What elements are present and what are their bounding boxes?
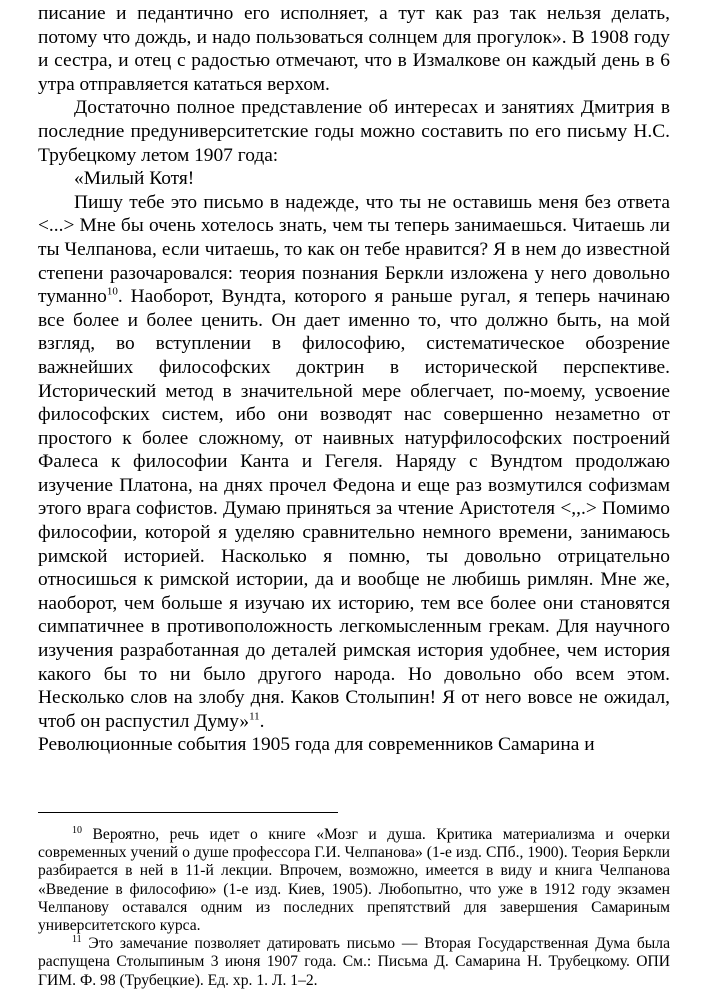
footnote-divider: [38, 812, 338, 813]
footnote-ref-10[interactable]: 10: [106, 285, 118, 298]
footnote-ref-11[interactable]: 11: [249, 710, 260, 723]
footnote-mark-11: 11: [72, 934, 82, 946]
footnotes: [38, 826, 670, 990]
paragraph-continuation: писание и педантично его исполняет, а тут как раз так нельзя делать, потому что дождь, и надо пользоваться солнцем для прогулок». В 1908 году и сестра, и отец с радостью отмечают, что в Измалкове он каждый день в 6 утра отправляется кататься верхом.: [38, 3, 670, 95]
paragraph-next: Революционные события 1905 года для современников Самарина и: [38, 734, 595, 756]
letter-text-part-2: . Наоборот, Вундта, которого я раньше ругал, я теперь начинаю все более и более ценить. Он дает именно то, что должно быть, на мой взгляд, во вступлении в философию, систематическое обозрение важнейших философских доктрин в исторической перспективе. Исторический метод в значительной мере облегчает, по-моему, усвоение философских систем, ибо они возводят нас совершенно незаметно от простого к более сложному, от наивных натурфилософских построений Фалеса к философии Канта и Гегеля. Наряду с Вундтом продолжаю изучение Платона, на днях прочел Федона и еще раз возмутился софизмам этого врага софистов. Думаю приняться за чтение Аристотеля <,,.> Помимо философии, которой я уделяю сравнительно немного времени, занимаюсь римской историей. Насколько я помню, ты довольно отрицательно относишься к римской истории, да и вообще не любишь римлян. Мне же, наоборот, чем больше я изучаю их историю, тем все более они становятся симпатичнее в противоположность легкомысленным грекам. Для научного изучения разработанная до деталей римская история удобнее, чем история какого бы то ни было другого народа. Но довольно обо всем этом. Несколько слов на злобу дня. Каков Столыпин! Я от него вовсе не ожидал, чтоб он распустил Думу»: [38, 286, 670, 732]
footnote-10-text: Вероятно, речь идет о книге «Мозг и душа. Критика материализма и очерки современных учений о душе профессора Г.И. Челпанова» (1-е изд. СПб., 1900). Теория Беркли разбирается в ней в 11-й лекции. Впрочем, возможно, имеется в виду и книга Челпанова «Введение в философию» (1-е изд. Киев, 1905). Любопытно, что уже в 1912 году экзамен Челпанову оставался одним из последних препятствий для завершения Самариным университетского курса.: [38, 826, 670, 935]
letter-text-part-1: Пишу тебе это письмо в надежде, что ты не оставишь меня без ответа <...> Мне бы очень хотелось знать, чем ты теперь занимаешься. Читаешь ли ты Челпанова, если читаешь, то как он тебе нравится? Я в нем до известной степени разочаровался: теория познания Беркли изложена у него довольно туманно: [38, 191, 670, 308]
page-body: [38, 0, 670, 757]
footnote-11: [38, 935, 670, 990]
footnote-mark-10: 10: [72, 824, 82, 836]
letter-salutation: «Милый Котя!: [74, 168, 195, 190]
letter-text-part-3: .: [259, 710, 265, 732]
paragraph-intro: Достаточно полное представление об интересах и занятиях Дмитрия в последние предуниверситетские годы можно составить по его письму Н.С. Трубецкому летом 1907 года:: [38, 97, 670, 166]
footnote-10: [38, 826, 670, 935]
footnote-11-text: Это замечание позволяет датировать письмо — Вторая Государственная Дума была распущена Столыпиным 3 июня 1907 года. См.: Письма Д. Самарина Н. Трубецкому. ОПИ ГИМ. Ф. 98 (Трубецкие). Ед. хр. 1. Л. 1–2.: [38, 935, 670, 989]
letter-body: [38, 191, 670, 734]
